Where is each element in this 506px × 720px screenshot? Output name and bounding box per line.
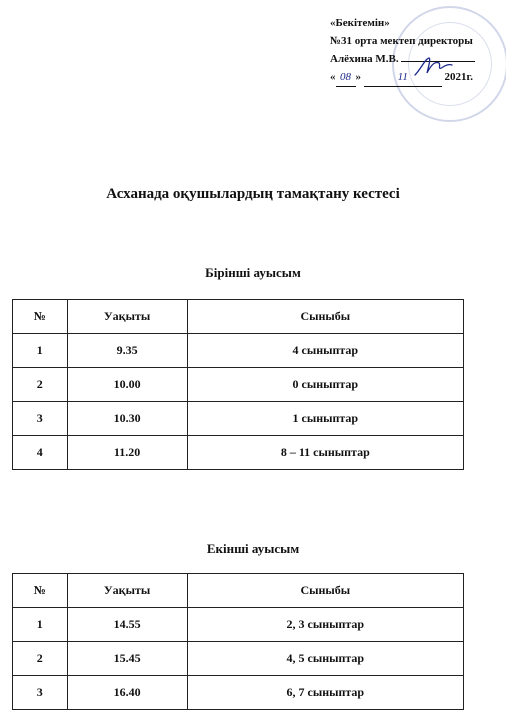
shift-1-table [12, 299, 464, 470]
row-class: 1 сыныптар [187, 402, 463, 436]
row-class: 8 – 11 сыныптар [187, 436, 463, 470]
table-row [13, 368, 464, 402]
approval-date: « 08 » 11 2021г. [330, 68, 500, 87]
table-row [13, 334, 464, 368]
row-number: 2 [13, 368, 68, 402]
column-header-class: Сыныбы [187, 574, 463, 608]
row-number: 4 [13, 436, 68, 470]
column-header-time: Уақыты [67, 574, 187, 608]
row-time: 9.35 [67, 334, 187, 368]
column-header-class: Сыныбы [187, 300, 463, 334]
director-signature [413, 55, 453, 77]
row-class: 0 сыныптар [187, 368, 463, 402]
shift-1-title: Бірінші ауысым [205, 265, 301, 280]
row-class: 2, 3 сыныптар [187, 608, 463, 642]
table-header-row [13, 300, 464, 334]
row-class: 6, 7 сыныптар [187, 676, 463, 710]
row-time: 10.30 [67, 402, 187, 436]
shift-2-table [12, 573, 464, 710]
approval-month: 11 [364, 68, 442, 87]
row-time: 10.00 [67, 368, 187, 402]
table-header-row [13, 574, 464, 608]
column-header-number: № [13, 300, 68, 334]
shift-2-title: Екінші ауысым [206, 541, 300, 556]
table-row [13, 436, 464, 470]
approval-year: 2021г. [444, 71, 474, 83]
row-number: 2 [13, 642, 68, 676]
page-title: Асханада оқушылардың тамақтану кестесі [106, 186, 400, 202]
row-number: 3 [13, 676, 68, 710]
row-time: 16.40 [67, 676, 187, 710]
column-header-time: Уақыты [67, 300, 187, 334]
table-row [13, 608, 464, 642]
row-class: 4 сыныптар [187, 334, 463, 368]
row-time: 11.20 [67, 436, 187, 470]
row-number: 3 [13, 402, 68, 436]
table-row [13, 402, 464, 436]
approval-day: 08 [336, 68, 356, 87]
row-number: 1 [13, 608, 68, 642]
column-header-number: № [13, 574, 68, 608]
table-row [13, 642, 464, 676]
row-time: 14.55 [67, 608, 187, 642]
row-class: 4, 5 сыныптар [187, 642, 463, 676]
approval-heading: «Бекітемін» [330, 17, 390, 29]
row-time: 15.45 [67, 642, 187, 676]
director-name: Алёхина М.В. [330, 53, 399, 65]
approval-position: №31 орта мектеп директоры [330, 35, 473, 47]
table-row [13, 676, 464, 710]
row-number: 1 [13, 334, 68, 368]
